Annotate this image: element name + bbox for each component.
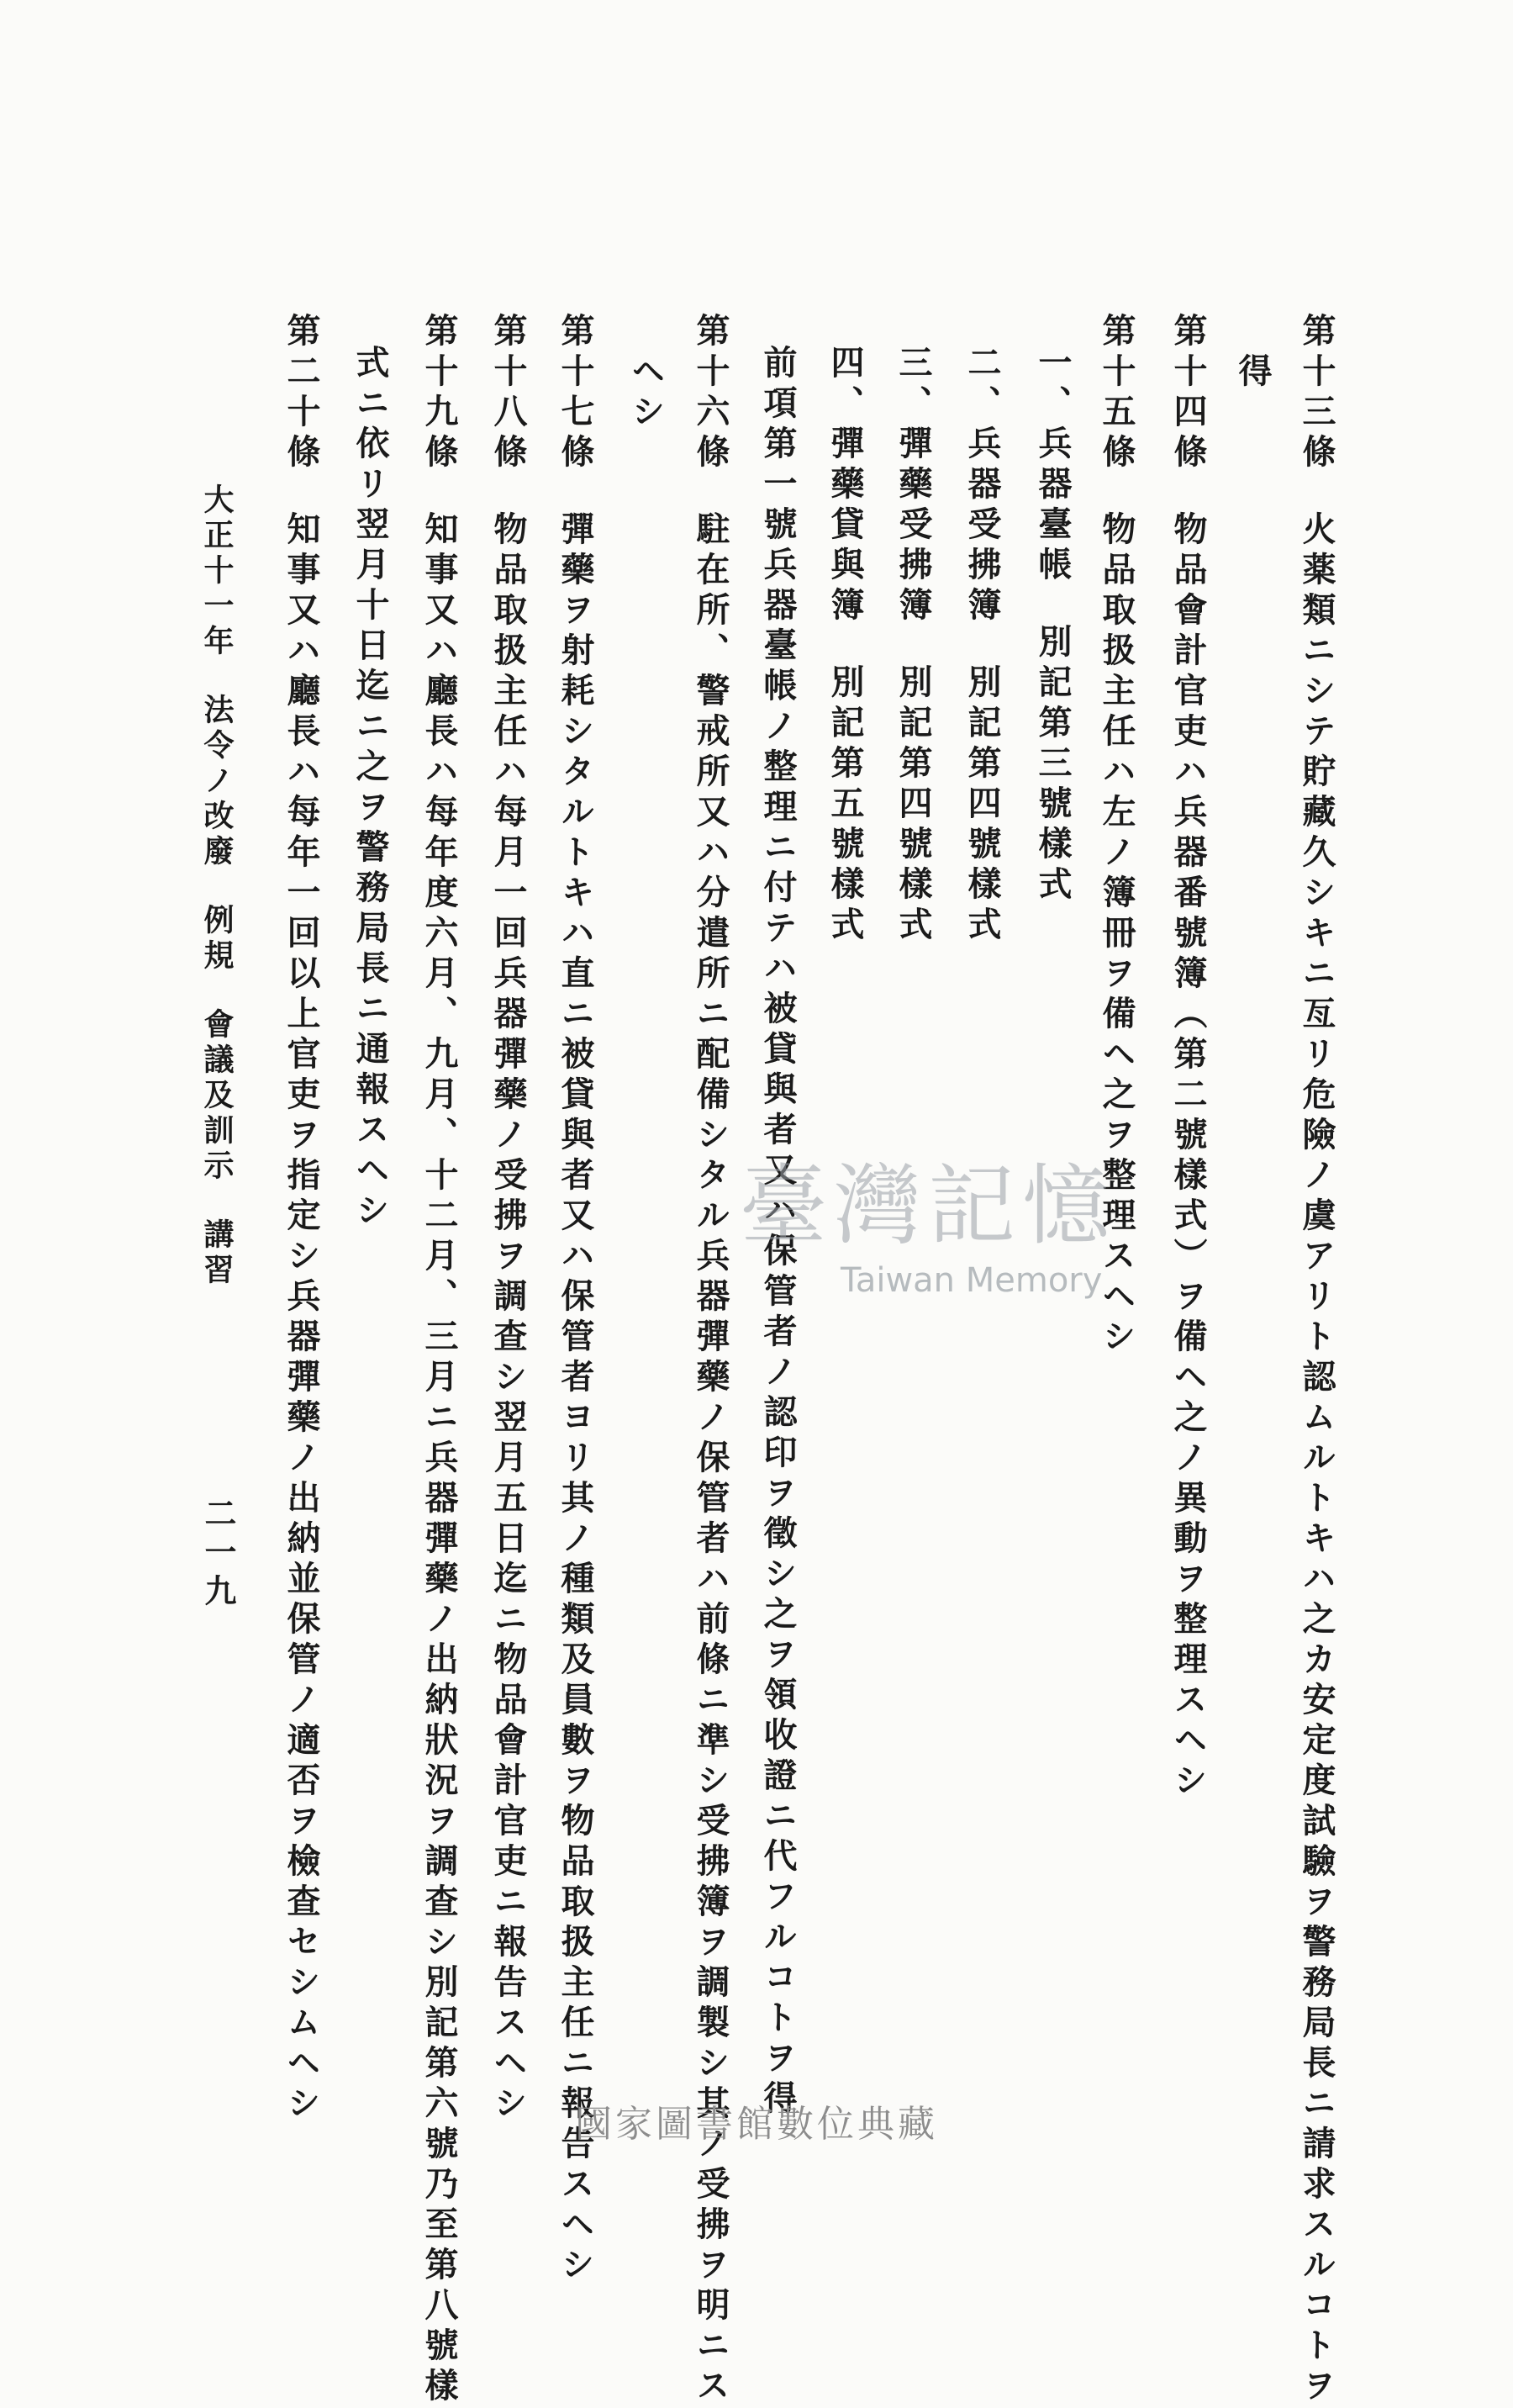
list-item-label: 二、兵器受拂簿 (962, 345, 1002, 627)
watermark-cjk: 臺灣記憶 (740, 1154, 1117, 1257)
running-head (199, 483, 235, 1289)
article-label: 第十九條 (419, 313, 459, 474)
article-label: 第二十條 (282, 313, 321, 474)
list-item-text: 別記第四號樣式 (962, 664, 1002, 947)
article-text: 得 (1233, 353, 1273, 393)
list-item-label: 一、兵器臺帳 (1033, 345, 1073, 587)
article-14-column (1168, 313, 1208, 1803)
article-label: 第十六條 (691, 313, 730, 474)
article-text: 物品取扱主任ハ左ノ簿冊ヲ備ヘ之ヲ整理スヘシ (1097, 511, 1136, 1359)
article-text: 火薬類ニシテ貯藏久シキニ亙リ危險ノ虞アリト認ムルトキハ之カ安定度試驗ヲ警務局長ニ請求スルコトヲ (1297, 511, 1336, 2408)
article-label: 第十三條 (1297, 313, 1336, 474)
article-text: 知事又ハ廳長ハ每年度六月、九月、十二月、三月ニ兵器彈藥ノ出納狀況ヲ調查シ別記第六號乃至第八號樣 (419, 511, 459, 2408)
article-18-column (488, 313, 528, 2125)
article-label: 第十五條 (1097, 313, 1136, 474)
article-text: ヘシ (626, 353, 666, 434)
continuation-column (626, 353, 666, 434)
running-head-title: 法令ノ改廢 (199, 694, 235, 870)
continuation-column (1233, 353, 1273, 393)
footer-credit: 國家圖書館數位典藏 (575, 2103, 938, 2146)
list-item-text: 別記第三號樣式 (1033, 624, 1073, 906)
article-label: 第十八條 (488, 313, 528, 474)
article-20-column (282, 313, 321, 2125)
article-label: 第十四條 (1168, 313, 1208, 474)
article-text: 知事又ハ廳長ハ每年一回以上官吏ヲ指定シ兵器彈藥ノ出納並保管ノ適否ヲ檢查セシムヘシ (282, 511, 321, 2125)
article-text: 駐在所、警戒所又ハ分遣所ニ配備シタル兵器彈藥ノ保管者ハ前條ニ準シ受拂簿ヲ調製シ其ノ受拂ヲ明ニス (691, 511, 730, 2408)
watermark-en: Taiwan Memory (841, 1261, 1103, 1300)
running-head-section: 例規 (199, 904, 235, 974)
page-number (199, 1497, 237, 1613)
running-head-section: 會議及訓示 (199, 1008, 235, 1185)
continuation-column (351, 345, 390, 1233)
page-number-text: 二一九 (199, 1497, 237, 1613)
list-item-2 (962, 345, 1002, 947)
list-item-3 (894, 345, 933, 947)
article-text: 物品會計官吏ハ兵器番號簿（第二號樣式）ヲ備ヘ之ノ異動ヲ整理スヘシ (1168, 511, 1208, 1803)
paragraph-text: 前項第一號兵器臺帳ノ整理ニ付テハ被貸與者又ハ保管者ノ認印ヲ徵シ之ヲ領收證ニ代フルコトヲ得 (758, 345, 798, 2120)
list-item-text: 別記第五號樣式 (825, 664, 865, 947)
running-head-section: 講習 (199, 1218, 235, 1289)
article-label: 第十七條 (556, 313, 595, 474)
article-17-column (556, 313, 595, 2287)
list-item-label: 四、彈藥貸與簿 (825, 345, 865, 627)
running-head-year: 大正十一年 (199, 483, 235, 660)
list-item-1 (1033, 345, 1073, 906)
list-item-label: 三、彈藥受拂簿 (894, 345, 933, 627)
article-text: 彈藥ヲ射耗シタルトキハ直ニ被貸與者又ハ保管者ヨリ其ノ種類及員數ヲ物品取扱主任ニ報告スヘシ (556, 511, 595, 2287)
article-text: 式ニ依リ翌月十日迄ニ之ヲ警務局長ニ通報スヘシ (351, 345, 390, 1233)
list-item-text: 別記第四號樣式 (894, 664, 933, 947)
article-text: 物品取扱主任ハ每月一回兵器彈藥ノ受拂ヲ調查シ翌月五日迄ニ物品會計官吏ニ報告スヘシ (488, 511, 528, 2125)
list-item-4 (825, 345, 865, 947)
watermark (740, 1135, 1160, 1328)
